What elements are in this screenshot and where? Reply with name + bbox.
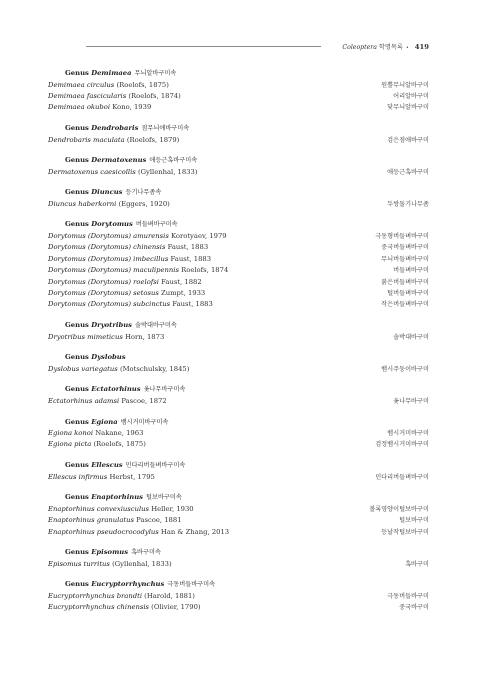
species-korean-name: 혹바구미 (405, 560, 429, 568)
genus-heading (48, 219, 429, 231)
species-author: Faust, 1883 (172, 300, 213, 309)
genus-name: Diuncus (91, 188, 123, 197)
species-entry (48, 277, 202, 288)
genus-name: Dendrobaris (91, 123, 139, 132)
species-korean-name: 극동버들바구미 (387, 592, 429, 600)
genus-label: Genus (65, 461, 89, 470)
species-row (48, 504, 429, 515)
genus-heading (48, 547, 429, 559)
species-row (48, 591, 429, 602)
species-author: (Harold, 1881) (144, 591, 195, 600)
species-row (48, 428, 429, 439)
genus-block (48, 547, 429, 570)
species-author: Faust, 1882 (161, 277, 202, 286)
species-entry (48, 288, 205, 299)
species-author: Faust, 1883 (167, 243, 209, 252)
species-row (48, 515, 429, 526)
species-row (48, 396, 429, 407)
genus-name: Dryotribus (91, 320, 133, 329)
species-korean-name: 등날작털보바구미 (381, 528, 429, 536)
species-name: Dryotribus mimeticus (48, 332, 123, 341)
species-author: (Motschulsky, 1845) (119, 364, 190, 373)
genus-label: Genus (65, 69, 89, 77)
species-name: Dorytomus (Dorytomus) setosus (48, 289, 159, 298)
species-author: Herbst, 1795 (109, 472, 155, 481)
species-entry (48, 91, 181, 102)
species-korean-name: 무늬버들벼바구미 (381, 255, 429, 263)
genus-korean-name: 버들벼바구미속 (135, 221, 178, 229)
species-author: Faust, 1883 (170, 254, 212, 263)
species-name: Dorytomus (Dorytomus) imbecillus (48, 254, 169, 263)
species-row (48, 167, 429, 178)
genus-heading (48, 187, 429, 199)
species-author: (Gyllenhal, 1833) (137, 167, 198, 176)
genus-heading (48, 492, 429, 504)
species-row (48, 602, 429, 613)
species-korean-name: 버들벼바구미 (393, 267, 429, 275)
species-name: Dorytomus (Dorytomus) roelofsi (48, 277, 159, 286)
species-name: Demimaea fascicularis (48, 91, 127, 100)
species-korean-name: 솔박대바구미 (393, 333, 429, 341)
genus-heading (48, 352, 429, 364)
species-row (48, 472, 429, 483)
species-row (48, 332, 429, 343)
species-row (48, 277, 429, 288)
genus-name: Episomus (91, 548, 129, 557)
species-korean-name: 중국버들벼바구미 (381, 244, 429, 252)
species-author: Kono, 1939 (112, 103, 152, 112)
genus-heading (48, 579, 429, 591)
genus-block (48, 460, 429, 483)
genus-heading (48, 417, 429, 429)
species-row (48, 299, 429, 310)
species-list (48, 68, 429, 623)
species-name: Dorytomus (Dorytomus) subcinctus (48, 300, 171, 309)
species-korean-name: 뱀시주둥이바구미 (381, 365, 429, 373)
species-name: Enaptorhinus convexiusculus (48, 504, 150, 513)
species-row (48, 199, 429, 210)
species-row (48, 91, 429, 102)
species-entry (48, 332, 164, 343)
species-name: Enaptorhinus pseudocrocodylus (48, 527, 159, 536)
header-rule (86, 46, 321, 47)
genus-name: Demimaea (91, 69, 132, 77)
genus-name: Ellescus (91, 461, 123, 470)
species-row (48, 364, 429, 375)
species-author: (Roelofs, 1874) (128, 91, 181, 100)
species-author: (Roelofs, 1875) (93, 440, 146, 449)
species-row (48, 265, 429, 276)
page-number: 419 (414, 43, 429, 51)
species-entry (48, 254, 211, 265)
species-author: (Roelofs, 1875) (116, 80, 169, 89)
genus-label: Genus (65, 320, 89, 329)
running-header (86, 41, 429, 53)
species-row (48, 80, 429, 91)
species-author: (Roelofs, 1879) (126, 135, 180, 144)
species-korean-name: 작은버들벼바구미 (381, 301, 429, 309)
species-entry (48, 527, 229, 538)
species-korean-name: 애등근혹바구미 (387, 168, 429, 176)
genus-label: Genus (65, 385, 89, 394)
species-korean-name: 닻무늬알바구미 (387, 104, 429, 112)
header-title: 학명목록 (378, 44, 403, 51)
species-entry (48, 602, 201, 613)
genus-block (48, 579, 429, 613)
species-korean-name: 옻나무바구미 (393, 397, 429, 405)
species-korean-name: 중국바구미 (399, 604, 429, 612)
species-entry (48, 515, 182, 526)
species-entry (48, 428, 143, 439)
genus-heading (48, 155, 429, 167)
species-author: Han & Zhang, 2013 (160, 527, 230, 536)
species-entry (48, 80, 169, 91)
genus-label: Genus (65, 123, 89, 132)
species-name: Egiona konoi (48, 429, 94, 438)
species-name: Demimaea okuboi (48, 103, 111, 112)
genus-korean-name: 점무늬애바구미속 (141, 124, 190, 132)
species-row (48, 102, 429, 113)
species-entry (48, 559, 172, 570)
species-entry (48, 472, 155, 483)
genus-korean-name: 애등근혹바구미속 (149, 157, 198, 165)
genus-name: Dyslobus (91, 353, 126, 362)
species-korean-name: 어리알바구미 (393, 92, 429, 100)
species-author: Heller, 1930 (151, 504, 194, 513)
species-author: (Gyllenhal, 1833) (112, 559, 172, 568)
genus-heading (48, 460, 429, 472)
species-korean-name: 검은점애바구미 (387, 136, 429, 144)
species-name: Demimaea circulus (48, 80, 115, 89)
species-name: Eucryptorrhynchus chinensis (48, 603, 149, 612)
species-name: Dorytomus (Dorytomus) maculipennis (48, 266, 179, 275)
species-author: Pascoe, 1881 (136, 516, 182, 525)
species-korean-name: 원뿔무늬알바구미 (381, 81, 429, 89)
header-order: Coleoptera (342, 44, 377, 51)
genus-korean-name: 털보바구미속 (146, 494, 182, 502)
species-row (48, 439, 429, 450)
genus-label: Genus (65, 493, 89, 502)
species-entry (48, 265, 228, 276)
species-name: Enaptorhinus granulatus (48, 516, 134, 525)
genus-korean-name: 민다리버들벼바구미속 (125, 462, 186, 470)
species-entry (48, 135, 179, 146)
genus-block (48, 123, 429, 146)
genus-block (48, 384, 429, 407)
genus-label: Genus (65, 353, 89, 362)
genus-name: Eucryptorrhynchus (91, 580, 165, 589)
genus-name: Dermatoxenus (91, 156, 147, 165)
genus-korean-name: 혹바구미속 (131, 549, 161, 557)
genus-label: Genus (65, 548, 89, 557)
species-author: Pascoe, 1872 (121, 396, 167, 405)
species-name: Dorytomus (Dorytomus) amurensis (48, 232, 169, 241)
genus-block (48, 219, 429, 310)
species-entry (48, 231, 227, 242)
species-name: Eucryptorrhynchus brandti (48, 591, 142, 600)
species-korean-name: 두쌍돌기나무좀 (387, 200, 429, 208)
species-entry (48, 439, 146, 450)
species-name: Dyslobus variegatus (48, 364, 118, 373)
genus-korean-name: 옻나무바구미속 (143, 386, 186, 394)
species-name: Dorytomus (Dorytomus) chinensis (48, 243, 166, 252)
species-row (48, 231, 429, 242)
species-name: Dendrobaris maculata (48, 135, 125, 144)
species-korean-name: 붉은버들벼바구미 (381, 278, 429, 286)
genus-heading (48, 320, 429, 332)
species-row (48, 559, 429, 570)
genus-label: Genus (65, 220, 89, 229)
genus-korean-name: 뱀시거미바구미속 (120, 418, 169, 426)
species-row (48, 135, 429, 146)
genus-block (48, 492, 429, 538)
species-korean-name: 털버들벼바구미 (387, 290, 429, 298)
genus-name: Egiona (91, 417, 118, 426)
species-row (48, 254, 429, 265)
genus-block (48, 417, 429, 451)
header-text (342, 41, 429, 54)
species-korean-name: 검정뱀시거미바구미 (375, 441, 429, 449)
genus-korean-name: 무늬알바구미속 (134, 70, 177, 77)
species-name: Ellescus infirmus (48, 472, 108, 481)
genus-name: Ectatorhinus (91, 385, 141, 394)
species-author: Zumpt, 1933 (161, 289, 206, 298)
genus-block (48, 68, 429, 114)
genus-heading (48, 123, 429, 135)
species-author: Nakane, 1963 (95, 429, 144, 438)
species-entry (48, 591, 195, 602)
species-entry (48, 396, 167, 407)
species-name: Dermatoxenus caesicollis (48, 167, 136, 176)
species-row (48, 527, 429, 538)
species-author: (Olivier, 1790) (151, 603, 201, 612)
species-korean-name: 극동형버들벼바구미 (375, 233, 429, 241)
species-entry (48, 102, 151, 113)
genus-korean-name: 솔박대바구미속 (135, 321, 177, 329)
header-separator: • (405, 45, 409, 51)
species-korean-name: 털보바구미 (399, 517, 429, 525)
genus-heading (48, 384, 429, 396)
species-row (48, 242, 429, 253)
species-entry (48, 199, 170, 210)
genus-korean-name: 등기나무좀속 (125, 189, 162, 197)
genus-name: Enaptorhinus (91, 493, 143, 502)
species-author: Horn, 1873 (125, 332, 165, 341)
species-author: Korotyaev, 1979 (171, 232, 227, 241)
genus-block (48, 320, 429, 343)
genus-block (48, 155, 429, 178)
genus-label: Genus (65, 188, 89, 197)
species-entry (48, 504, 194, 515)
genus-label: Genus (65, 580, 89, 589)
genus-label: Genus (65, 417, 89, 426)
species-korean-name: 볼록영양이털보바구미 (369, 505, 429, 513)
species-name: Diuncus haberkorni (48, 199, 117, 208)
species-entry (48, 167, 197, 178)
species-row (48, 288, 429, 299)
genus-heading (48, 68, 429, 80)
species-korean-name: 뱀시거미바구미 (387, 430, 429, 438)
species-author: (Eggers, 1920) (118, 199, 170, 208)
species-korean-name: 민다리버들벼바구미 (375, 473, 429, 481)
species-author: Roelofs, 1874 (181, 266, 229, 275)
species-name: Episomus turritus (48, 559, 110, 568)
genus-block (48, 352, 429, 375)
species-name: Ectatorhinus adamsi (48, 396, 120, 405)
species-entry (48, 242, 208, 253)
genus-korean-name: 극동버들바구미속 (167, 581, 216, 589)
genus-label: Genus (65, 156, 89, 165)
genus-block (48, 187, 429, 210)
species-name: Egiona picta (48, 440, 92, 449)
species-entry (48, 364, 189, 375)
genus-name: Dorytomus (91, 220, 133, 229)
species-entry (48, 299, 213, 310)
